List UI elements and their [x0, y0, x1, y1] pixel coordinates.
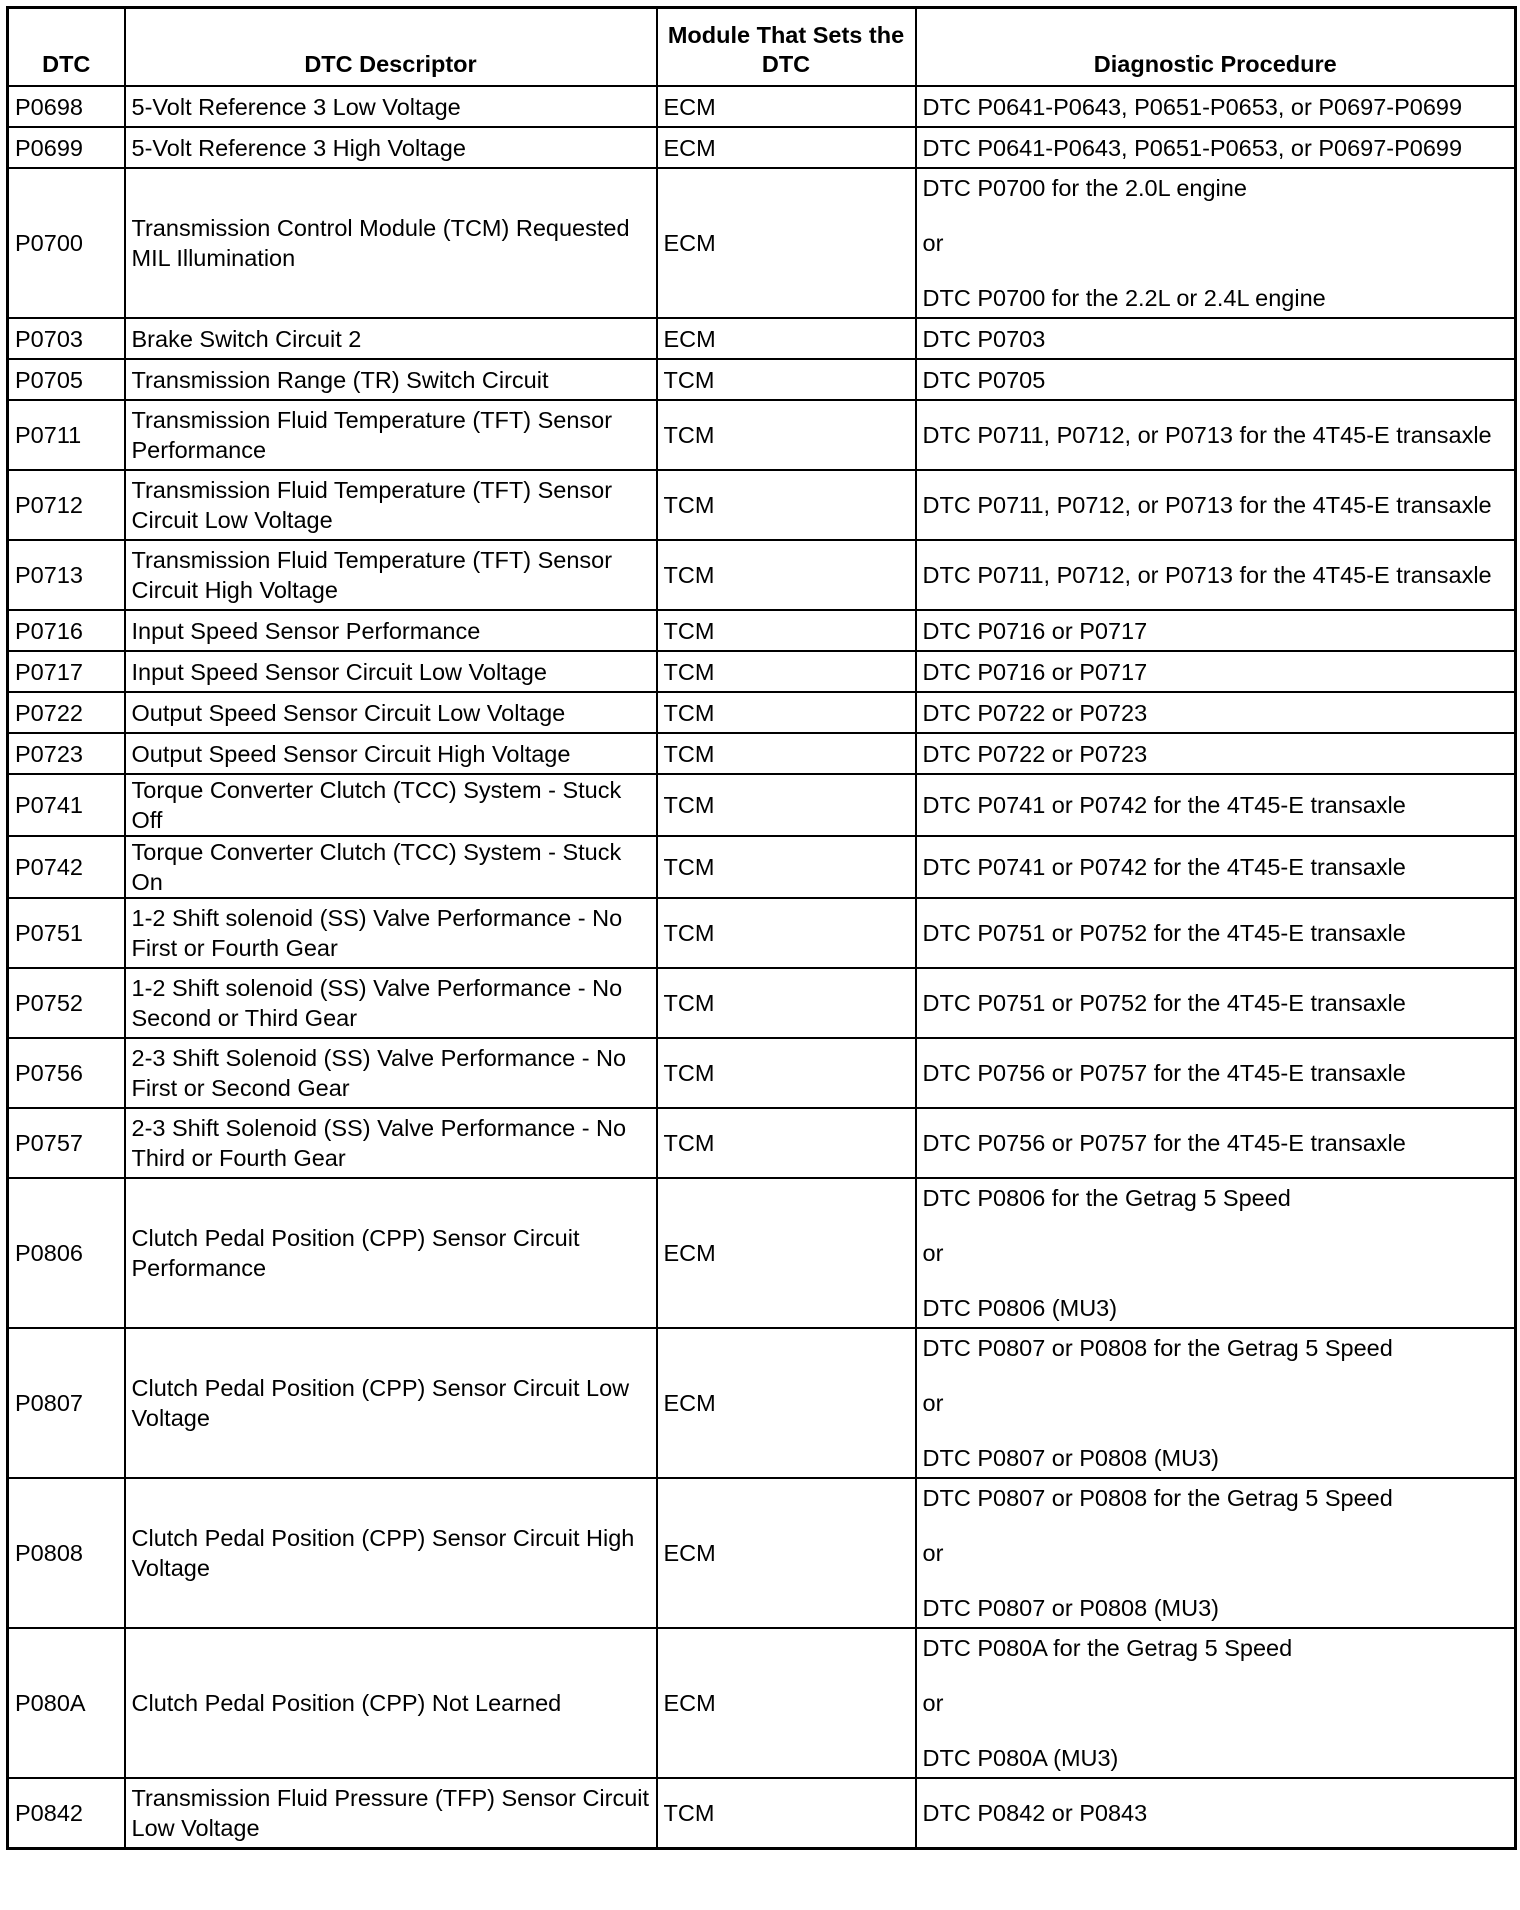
table-row: [8, 968, 1516, 1038]
module-cell: TCM: [657, 1038, 916, 1108]
module-cell: ECM: [657, 1328, 916, 1478]
module-cell: ECM: [657, 1628, 916, 1778]
module-cell: TCM: [657, 692, 916, 733]
procedure-spacer: [923, 1213, 1509, 1238]
dtc-code-cell: P0757: [8, 1108, 125, 1178]
module-cell: TCM: [657, 898, 916, 968]
dtc-descriptor-cell: Transmission Fluid Pressure (TFP) Sensor Circuit Low Voltage: [125, 1778, 657, 1849]
dtc-descriptor-cell: Output Speed Sensor Circuit Low Voltage: [125, 692, 657, 733]
dtc-descriptor-cell: Torque Converter Clutch (TCC) System - Stuck On: [125, 836, 657, 898]
table-row: [8, 540, 1516, 610]
module-cell: TCM: [657, 610, 916, 651]
procedure-line: DTC P0641-P0643, P0651-P0653, or P0697-P0699: [922, 134, 1463, 161]
procedure-line: DTC P0741 or P0742 for the 4T45-E transaxle: [922, 854, 1406, 880]
procedure-spacer: [923, 1718, 1509, 1743]
dtc-descriptor-cell: Input Speed Sensor Performance: [125, 610, 657, 651]
table-row: [8, 359, 1516, 400]
dtc-code-cell: P0713: [8, 540, 125, 610]
table-row: [8, 836, 1516, 898]
procedure-spacer: [923, 1418, 1509, 1443]
dtc-table: [6, 6, 1517, 1850]
column-header-module: Module That Sets the DTC: [657, 8, 916, 87]
dtc-descriptor-cell: Brake Switch Circuit 2: [125, 318, 657, 359]
diagnostic-procedure-cell: [916, 168, 1516, 318]
dtc-code-cell: P0742: [8, 836, 125, 898]
module-cell: TCM: [657, 968, 916, 1038]
module-cell: TCM: [657, 651, 916, 692]
dtc-descriptor-cell: 5-Volt Reference 3 High Voltage: [125, 127, 657, 168]
diagnostic-procedure-cell: [916, 610, 1516, 651]
dtc-code-cell: P0711: [8, 400, 125, 470]
module-cell: TCM: [657, 836, 916, 898]
procedure-line: DTC P0705: [922, 366, 1046, 393]
module-cell: ECM: [657, 1478, 916, 1628]
dtc-code-cell: P0723: [8, 733, 125, 774]
dtc-descriptor-cell: Input Speed Sensor Circuit Low Voltage: [125, 651, 657, 692]
procedure-line: DTC P0716 or P0717: [922, 658, 1148, 685]
dtc-code-cell: P080A: [8, 1628, 125, 1778]
dtc-descriptor-cell: Clutch Pedal Position (CPP) Sensor Circuit Low Voltage: [125, 1328, 657, 1478]
dtc-descriptor-cell: 2-3 Shift Solenoid (SS) Valve Performance - No First or Second Gear: [125, 1038, 657, 1108]
dtc-code-cell: P0806: [8, 1178, 125, 1328]
diagnostic-procedure-cell: [916, 1328, 1516, 1478]
procedure-line: or: [922, 1390, 944, 1416]
module-cell: ECM: [657, 168, 916, 318]
table-row: [8, 1038, 1516, 1108]
table-row: [8, 692, 1516, 733]
diagnostic-procedure-cell: [916, 733, 1516, 774]
dtc-descriptor-cell: Output Speed Sensor Circuit High Voltage: [125, 733, 657, 774]
dtc-code-cell: P0752: [8, 968, 125, 1038]
procedure-line: DTC P0751 or P0752 for the 4T45-E transaxle: [922, 920, 1406, 946]
procedure-line: DTC P0722 or P0723: [922, 740, 1148, 767]
procedure-line: DTC P0700 for the 2.0L engine: [922, 175, 1247, 201]
dtc-descriptor-cell: Clutch Pedal Position (CPP) Sensor Circuit Performance: [125, 1178, 657, 1328]
module-cell: TCM: [657, 400, 916, 470]
procedure-line: DTC P0807 or P0808 for the Getrag 5 Speed: [922, 1335, 1393, 1361]
diagnostic-procedure-cell: [916, 86, 1516, 127]
table-row: [8, 733, 1516, 774]
table-row: [8, 127, 1516, 168]
table-row: [8, 651, 1516, 692]
procedure-spacer: [923, 1268, 1509, 1293]
table-row: [8, 400, 1516, 470]
table-row: [8, 168, 1516, 318]
dtc-code-cell: P0703: [8, 318, 125, 359]
dtc-descriptor-cell: Clutch Pedal Position (CPP) Not Learned: [125, 1628, 657, 1778]
procedure-line: DTC P080A for the Getrag 5 Speed: [922, 1635, 1293, 1661]
procedure-line: DTC P0703: [922, 325, 1046, 352]
procedure-spacer: [923, 1568, 1509, 1593]
dtc-code-cell: P0712: [8, 470, 125, 540]
column-header-dtc: DTC: [8, 8, 125, 87]
procedure-line: DTC P0806 (MU3): [922, 1295, 1118, 1321]
procedure-line: or: [922, 1690, 944, 1716]
procedure-line: DTC P0741 or P0742 for the 4T45-E transaxle: [922, 792, 1406, 818]
table-header-row: [8, 8, 1516, 87]
dtc-descriptor-cell: Torque Converter Clutch (TCC) System - Stuck Off: [125, 774, 657, 836]
table-row: [8, 1628, 1516, 1778]
procedure-line: DTC P0756 or P0757 for the 4T45-E transaxle: [922, 1060, 1406, 1086]
procedure-line: DTC P0807 or P0808 (MU3): [922, 1595, 1219, 1621]
module-cell: TCM: [657, 540, 916, 610]
diagnostic-procedure-cell: [916, 470, 1516, 540]
procedure-line: DTC P0641-P0643, P0651-P0653, or P0697-P0699: [922, 93, 1463, 120]
dtc-code-cell: P0722: [8, 692, 125, 733]
dtc-descriptor-cell: Transmission Range (TR) Switch Circuit: [125, 359, 657, 400]
dtc-code-cell: P0751: [8, 898, 125, 968]
procedure-line: DTC P0711, P0712, or P0713 for the 4T45-E transaxle: [922, 562, 1492, 588]
procedure-spacer: [923, 203, 1509, 228]
procedure-spacer: [923, 1663, 1509, 1688]
diagnostic-procedure-cell: [916, 774, 1516, 836]
dtc-descriptor-cell: Clutch Pedal Position (CPP) Sensor Circuit High Voltage: [125, 1478, 657, 1628]
diagnostic-procedure-cell: [916, 540, 1516, 610]
diagnostic-procedure-cell: [916, 400, 1516, 470]
table-row: [8, 1178, 1516, 1328]
table-row: [8, 610, 1516, 651]
dtc-descriptor-cell: 1-2 Shift solenoid (SS) Valve Performance - No Second or Third Gear: [125, 968, 657, 1038]
table-row: [8, 774, 1516, 836]
procedure-line: DTC P0807 or P0808 for the Getrag 5 Speed: [922, 1485, 1393, 1511]
diagnostic-procedure-cell: [916, 1108, 1516, 1178]
diagnostic-procedure-cell: [916, 836, 1516, 898]
table-row: [8, 470, 1516, 540]
table-row: [8, 1328, 1516, 1478]
dtc-descriptor-cell: Transmission Fluid Temperature (TFT) Sensor Circuit High Voltage: [125, 540, 657, 610]
diagnostic-procedure-cell: [916, 1628, 1516, 1778]
table-row: [8, 1778, 1516, 1849]
table-row: [8, 86, 1516, 127]
module-cell: TCM: [657, 1778, 916, 1849]
module-cell: ECM: [657, 318, 916, 359]
module-cell: ECM: [657, 1178, 916, 1328]
dtc-code-cell: P0705: [8, 359, 125, 400]
module-cell: TCM: [657, 359, 916, 400]
diagnostic-procedure-cell: [916, 1478, 1516, 1628]
procedure-line: DTC P0716 or P0717: [922, 617, 1148, 644]
diagnostic-procedure-cell: [916, 968, 1516, 1038]
diagnostic-procedure-cell: [916, 651, 1516, 692]
dtc-descriptor-cell: 5-Volt Reference 3 Low Voltage: [125, 86, 657, 127]
procedure-line: DTC P0711, P0712, or P0713 for the 4T45-E transaxle: [922, 492, 1492, 518]
procedure-line: DTC P0751 or P0752 for the 4T45-E transaxle: [922, 990, 1406, 1016]
diagnostic-procedure-cell: [916, 1038, 1516, 1108]
procedure-line: or: [922, 230, 944, 256]
module-cell: ECM: [657, 127, 916, 168]
procedure-line: DTC P0756 or P0757 for the 4T45-E transaxle: [922, 1130, 1406, 1156]
module-cell: TCM: [657, 470, 916, 540]
procedure-line: DTC P0700 for the 2.2L or 2.4L engine: [922, 285, 1326, 311]
diagnostic-procedure-cell: [916, 318, 1516, 359]
diagnostic-procedure-cell: [916, 1178, 1516, 1328]
table-row: [8, 1108, 1516, 1178]
module-cell: ECM: [657, 86, 916, 127]
dtc-descriptor-cell: 1-2 Shift solenoid (SS) Valve Performance - No First or Fourth Gear: [125, 898, 657, 968]
table-row: [8, 318, 1516, 359]
dtc-descriptor-cell: 2-3 Shift Solenoid (SS) Valve Performance - No Third or Fourth Gear: [125, 1108, 657, 1178]
diagnostic-procedure-cell: [916, 898, 1516, 968]
dtc-code-cell: P0700: [8, 168, 125, 318]
procedure-line: or: [922, 1240, 944, 1266]
dtc-descriptor-cell: Transmission Fluid Temperature (TFT) Sensor Performance: [125, 400, 657, 470]
procedure-line: DTC P0842 or P0843: [922, 1800, 1148, 1826]
column-header-descriptor: DTC Descriptor: [125, 8, 657, 87]
procedure-line: DTC P0711, P0712, or P0713 for the 4T45-E transaxle: [922, 422, 1492, 448]
dtc-code-cell: P0808: [8, 1478, 125, 1628]
dtc-code-cell: P0716: [8, 610, 125, 651]
dtc-code-cell: P0717: [8, 651, 125, 692]
procedure-line: DTC P0807 or P0808 (MU3): [922, 1445, 1219, 1471]
column-header-procedure: Diagnostic Procedure: [916, 8, 1516, 87]
module-cell: TCM: [657, 733, 916, 774]
diagnostic-procedure-cell: [916, 692, 1516, 733]
module-cell: TCM: [657, 1108, 916, 1178]
procedure-line: DTC P080A (MU3): [922, 1745, 1119, 1771]
procedure-spacer: [923, 1363, 1509, 1388]
dtc-descriptor-cell: Transmission Fluid Temperature (TFT) Sensor Circuit Low Voltage: [125, 470, 657, 540]
procedure-line: DTC P0806 for the Getrag 5 Speed: [922, 1185, 1291, 1211]
diagnostic-procedure-cell: [916, 127, 1516, 168]
procedure-line: DTC P0722 or P0723: [922, 699, 1148, 726]
dtc-code-cell: P0756: [8, 1038, 125, 1108]
dtc-code-cell: P0698: [8, 86, 125, 127]
table-body: [8, 86, 1516, 1849]
dtc-code-cell: P0842: [8, 1778, 125, 1849]
dtc-code-cell: P0741: [8, 774, 125, 836]
diagnostic-procedure-cell: [916, 1778, 1516, 1849]
procedure-spacer: [923, 1513, 1509, 1538]
table-row: [8, 1478, 1516, 1628]
module-cell: TCM: [657, 774, 916, 836]
dtc-descriptor-cell: Transmission Control Module (TCM) Requested MIL Illumination: [125, 168, 657, 318]
procedure-spacer: [923, 258, 1509, 283]
diagnostic-procedure-cell: [916, 359, 1516, 400]
dtc-code-cell: P0807: [8, 1328, 125, 1478]
table-row: [8, 898, 1516, 968]
dtc-code-cell: P0699: [8, 127, 125, 168]
procedure-line: or: [922, 1540, 944, 1566]
